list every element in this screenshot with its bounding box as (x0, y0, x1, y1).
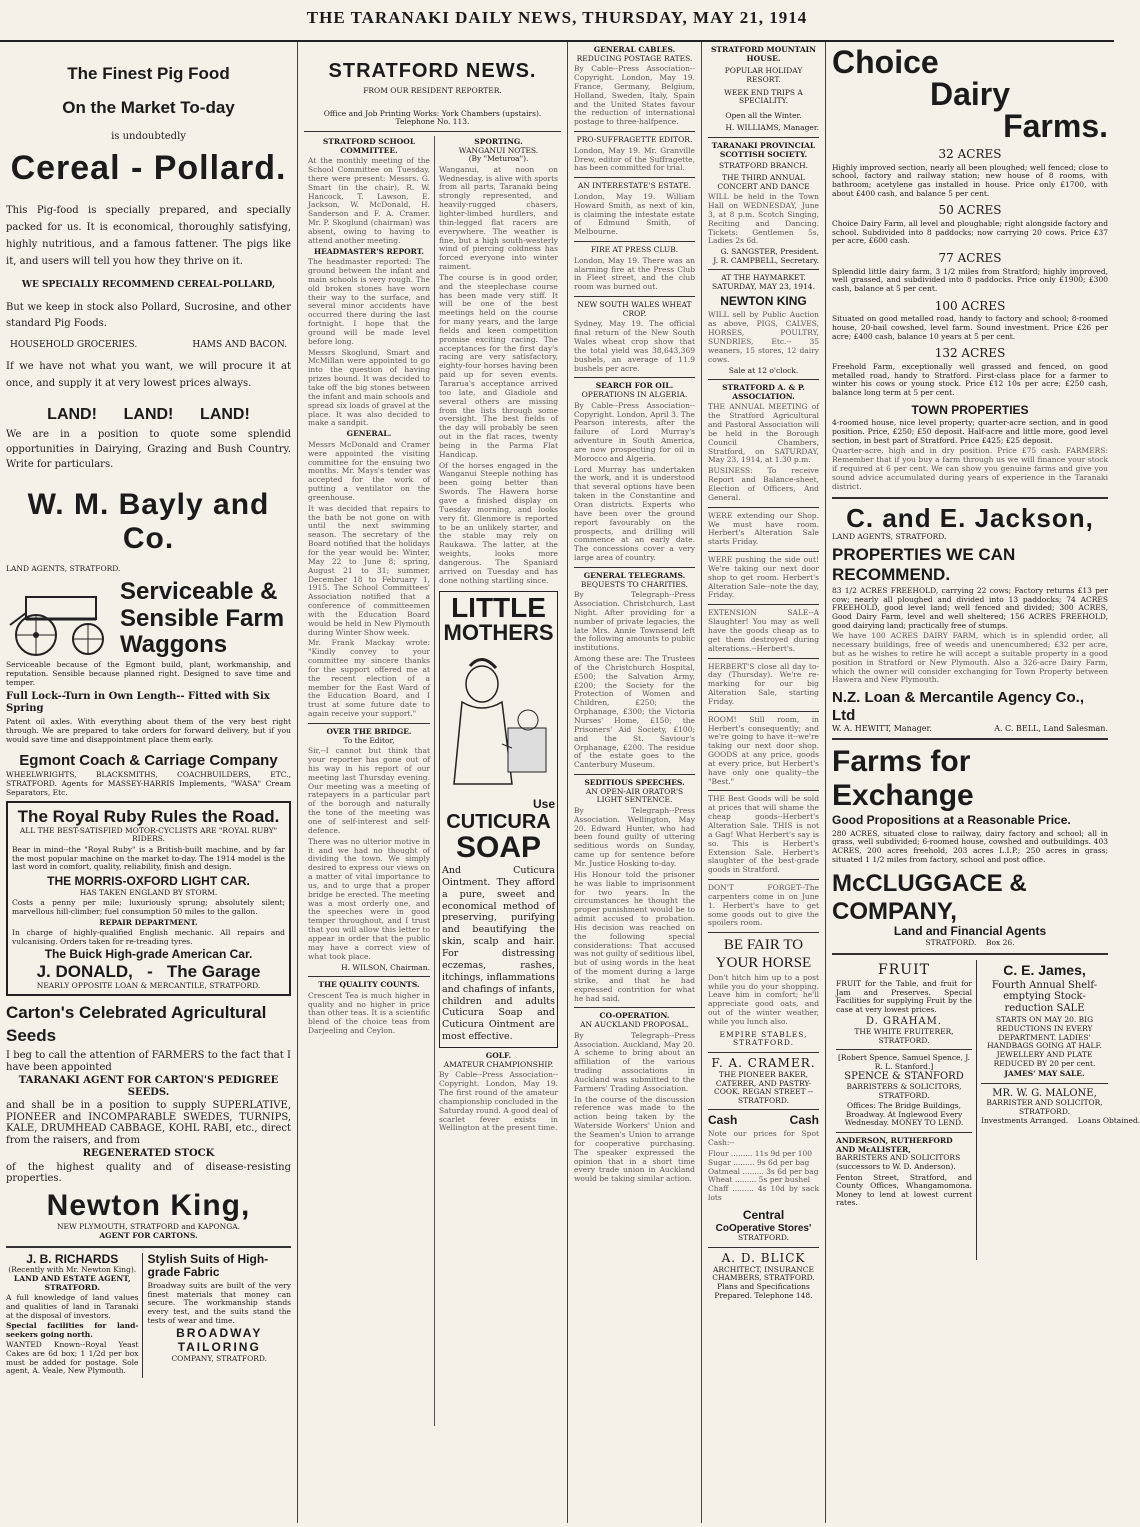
sporting-heading: SPORTING. (474, 136, 523, 146)
waggon-title: Serviceable & Sensible Farm Waggons (120, 578, 285, 659)
coop-heading: CO-OPERATION. (599, 1011, 670, 1021)
undoubtedly: is undoubtedly (111, 131, 186, 143)
oil-sub: OPERATIONS IN ALGERIA. (581, 390, 688, 400)
concert: THE THIRD ANNUAL CONCERT AND DANCE (717, 172, 810, 191)
newton-king-sale: NEWTON KING (720, 293, 807, 308)
newton-agent: AGENT FOR CARTONS. (99, 1230, 198, 1240)
acres-132: 132 ACRES (934, 346, 1006, 361)
regen-body: of the highest quality and of disease-resisting properties. (6, 1161, 291, 1185)
jackson-title: C. and E. Jackson, (846, 502, 1094, 533)
donald-sub: NEARLY OPPOSITE LOAN & MERCANTILE, STRATFORD. (36, 980, 261, 990)
land-heading: LAND! LAND! LAND! (47, 406, 250, 424)
richards-fac: Special facilities for land-seekers going north. (6, 1321, 139, 1339)
donald: J. DONALD, - The Garage (36, 962, 261, 982)
herbert-1: WERE extending our Shop. We must have room. Herbert's Alteration Sale starts Friday. (708, 510, 819, 547)
town-properties: TOWN PROPERTIES (911, 402, 1029, 417)
winter: Open all the Winter. (725, 110, 802, 120)
cables-heading: GENERAL CABLES. (593, 45, 676, 54)
waggon-body: Serviceable because of the Egmont build, plant, workmanship, and reputation. Sensible because planned right. Designed to save time and temper. (6, 660, 291, 687)
regenerated: REGENERATED STOCK (82, 1148, 215, 1160)
richards-body: A full knowledge of land values and qualities of land in Taranaki at the disposal of investors. (6, 1293, 139, 1320)
pig-title-2: On the Market To-day (62, 97, 235, 117)
newton-king: Newton King, (46, 1188, 251, 1222)
bridge-body: Sir,--I cannot but think that your reporter has gone out of his way in his report of our meeting last Thursday evening. Our meeting was a meeting of ratepayers in a particular part of the borough and naturally the tone of the meeting was one of self-interest and self-defence. (308, 746, 430, 835)
farms-title: Farms. (1003, 108, 1108, 144)
column-stratford-news: STRATFORD NEWS. FROM OUR RESIDENT REPORTER. Office and Job Printing Works: York Chambers (upstairs). Telephone No. 113. STRATFORD SCHOOL COMMITTEE. At the monthly meeting of the School Committee on Tuesday, there were present: Messrs. G. Smart (in the chair), R. W. Hancock, T. Lawson, E. Jackson, W. McDonald, H. Sanderson and F. A. Cramer. Mr. P. Skoglund (chairman) was absent, owing to having to attend another meeting. HEADMASTER'S REPORT. The headmaster reported: The ground between the infant and main schools is very rough. The old broken stones have worn their way to the surface, and several minor accidents have occurred there during the last fortnight. I hope that the ground will be made level before long. Messrs Skoglund, Smart and McMillan were appointed to go into the question of having prizes bound. It was decided to take off the big stones between the infant and main schools and spread six loads of gravel at the place. It was also decided to make a sandpit. GENERAL. Messrs McDonald and Cramer were appointed the visiting committee for the ensuing two months. Mr. Mays's tender was accepted for the work of putting a ventilator on the greenhouse. It was decided that repairs to the bath be not gone on with until the next swimming season. The secretary of the Board notified that the holidays for the year would be: Winter, May 22 to June 8; spring, August 21 to 31; summer, December 18 to February 1, 1915. The School Committees' Association notified that a conference of committeemen with the Education Board would be held in New Plymouth during Winter Show week. Mr. Frank Mackay wrote: "Kindly convey to your committee my sincere thanks for the support offered me at the recent election of a member for the East Ward of the Education Board, and I trust at some future date to again receive your support." OVER THE BRIDGE. To the Editor, Sir,--I cannot but think that your reporter has gone out of his way in his report of our meeting last Thursday evening. Our meeting was a meeting of ratepayers in a particular part of the borough and naturally the tone of the meeting was one of self-interest and self-defence. There was no ulterior motive in it and we had no thought of dividing the town. We simply desired to express our views on a matter of vital importance to us, and to urge that a proper bridge be erected. The meeting was a most orderly one, and the speeches were in good temper throughout, and I trust that you will allow this letter to appear in order that the public may have a correct view of what took place. H. WILSON, Chairman. THE QUALITY COUNTS. Crescent Tea is much higher in quality and no higher in price than other teas. It is a scientific blend of the choice teas from Darjeeling and Ceylon. SPORTING. WANGANUI NOTES. (By "Meturoa"). Wanganui, at noon on Wednesday, is alive with sports from all parts, Taranaki being strongly represented, and heavily-rugged chasers, lighter-limbed hurdlers, and thin-legged flat racers are everywhere. The weather is fine, but a high south-westerly wind of piercing coldness has forced everyone into winter raiment. The course is in good order, and the steeplechase course has been made very stiff. It will be one of the best meetings held on the course for many years, and the large fields and keen competition promise exciting racing. The acceptances for the first day's racing are very satisfactory, eighty-four horses having been paid up for seven events. Tararua's acceptance arrived too late, and Gladiole and several others are missing from the lists through some oversight. The best fields of the day will probably be seen out in the flat races, twenty being in the Parma Flat Handicap. Of the horses engaged in the Wanganui Steeple nothing has been going better than Swords. The Hawera horse gave a finished display on Tuesday morning, and looks very fit. Glenmore is reported to be an unlikely starter, and the stable may rely on Raukawa. The latter, at the weights, looks more dangerous. The Spaniard arrived on Tuesday and has done nothing startling since. LITTLE MOTHERS Use CUTICURA SOAP And Cuticura Ointment. They afford a pure, sweet and economical method of preserving, purifying and beautifying the skin, scalp and hair. For distressing eczemas, rashes, itchings, inflammations and chafings of infants, children and adults Cuticura Soap and Cuticura Ointment are most effective. GOLF. AMATEUR CHAMPIONSHIP. By Cable--Press Association--Copyright. London, May 19. The first round of the amateur championship concluded in the Saturday round. A good deal of scarlet fever exists in Wellington at the present time. (298, 42, 568, 1523)
malone: MR. W. G. MALONE, (992, 1087, 1097, 1099)
fair-body: Don't hitch him up to a post while you do your shopping. Leave him in comfort; he'll appreciate good oats, and out of the winter weather, while you lunch also. (708, 972, 819, 1027)
graham: D. GRAHAM. (865, 1016, 943, 1028)
williams: H. WILLIAMS, Manager. (725, 123, 819, 133)
school-body: At the monthly meeting of the School Committee on Tuesday, there were present: Messrs. G. Smart (in the chair), R. W. Hancock, T. Lawson, E. Jackson, W. McDonald, H. Sanderson and F. A. Cramer. Mr. P. Skoglund (chairman) was absent, owing to having to attend another meeting. (308, 156, 430, 245)
broadway-title: BROADWAY TAILORING (176, 1326, 263, 1355)
richards-title: J. B. RICHARDS (26, 1251, 119, 1266)
egmont-sub: WHEELWRIGHTS, BLACKSMITHS, COACHBUILDERS, ETC., STRATFORD. Agents for MASSEY-HARRIS Implements, "WASA" Cream Separators, Etc. (6, 770, 291, 797)
repair-body: In charge of highly-qualified English mechanic. All repairs and vulcanising. Orders taken for re-treading tyres. (12, 928, 285, 946)
acres-132-body: Freehold Farm, exceptionally well grassed and fenced, on good metalled road, handy to Stratford. First-class place for a farmer to winter his cows or young stock. Price £12 10s per acre; £250 cash, balance long term at 5 per cent. (832, 362, 1108, 397)
concert-body: WILL be held in the Town Hall on WEDNESDAY, June 3, at 8 p.m. Scotch Singing, Reciting and Dancing. Tickets: Gentlemen 5s, Ladies 2s 6d. (708, 192, 819, 246)
buick: The Buick High-grade American Car. (44, 947, 253, 962)
choice-title: Choice (832, 44, 939, 80)
royal-ruby-body: Bear in mind--the "Royal Ruby" is a British-built machine, and by far the most popular machine on the market to-day. The 1914 model is the last word in comfort, quality, reliability, finish and design. (12, 845, 285, 872)
herbert-2: WERE pushing the side out! We're taking our next door shop to get room. Herbert's Alteration Sale--note the day, Friday. (708, 555, 819, 600)
estate-heading: AN INTERESTATE'S ESTATE. (577, 181, 692, 191)
mountain-house: STRATFORD MOUNTAIN HOUSE. (710, 45, 816, 63)
school-heading: STRATFORD SCHOOL COMMITTEE. (322, 136, 416, 155)
james-body: Fourth Annual Shelf-emptying Stock-reduction SALE (991, 979, 1098, 1014)
james-sig: JAMES' MAY SALE. (1004, 1069, 1085, 1079)
ap-association: STRATFORD A. & P. ASSOCIATION. (722, 383, 805, 401)
estate-body: London, May 19. William Howard Smith, as next of kin, is claiming the intestate estate of Edmund Smith, of Melbourne. (574, 191, 695, 237)
wheat-heading: NEW SOUTH WALES WHEAT CROP. (577, 300, 692, 318)
anderson-sub: BARRISTERS AND SOLICITORS (successors to W. D. Anderson). (836, 1153, 961, 1171)
bayly-title: W. M. Bayly and Co. (27, 487, 270, 556)
oil-body: By Cable--Press Association--Copyright. London, April 3. The Pearson interests, after the failure of Lord Murray's adventure in South America, are now prospecting for oil in Morocco and Algeria. (574, 400, 695, 463)
malone-body: Investments Arranged. Loans Obtained. (981, 1115, 1140, 1125)
land-body: We are in a position to quote some splendid opportunities in Dairying, Grazing and Bush Country. Write for particulars. (6, 428, 291, 470)
office: Office and Job Printing Works: York Chambers (upstairs). (323, 108, 542, 118)
fruit-title: FRUIT (878, 961, 930, 978)
broadway-sub: COMPANY, STRATFORD. (171, 1353, 268, 1363)
little-mothers-2: MOTHERS (443, 620, 554, 646)
empire-stables: EMPIRE STABLES, STRATFORD. (719, 1029, 808, 1048)
herbert-5: DON'T FORGET--The carpenters come in on June 1. Herbert's have to get some goods out to give the spoilers room. (708, 883, 819, 928)
oil-heading: SEARCH FOR OIL. (595, 381, 674, 391)
malone-sub: BARRISTER AND SOLICITOR, STRATFORD. (986, 1098, 1103, 1116)
telegrams-body: By Telegraph--Press Association. Christchurch, Last Night. After providing for a number of private legacies, the late Mrs. Annie Townsend left the following amounts to public institutions. (574, 590, 695, 653)
acres-32: 32 ACRES (938, 147, 1002, 161)
golf-heading: GOLF. (485, 1051, 512, 1061)
haymarket: AT THE HAYMARKET. (721, 273, 806, 283)
carton-agent: TARANAKI AGENT FOR CARTON'S PEDIGREE SEEDS. (18, 1075, 279, 1098)
coop-stratford: STRATFORD. (738, 1233, 789, 1243)
graham-sub: THE WHITE FRUITERER, STRATFORD. (854, 1026, 954, 1045)
fire-body: London, May 19. There was an alarming fire at the Press Club in Fleet street, and the club room was burned out. (574, 255, 695, 292)
acres-100-body: Situated on good metalled road, handy to factory and school; 8-roomed house, 20-bail cowshed, level farm. Sound investment. Price £26 per acre; £400 cash, balance 10 years at 5 per cent. (832, 314, 1108, 341)
spence-title: SPENCE & STANFORD (844, 1071, 964, 1083)
suits-title: Stylish Suits of High-grade Fabric (147, 1251, 269, 1280)
ap-body: THE ANNUAL MEETING of the Stratford Agricultural and Pastoral Association will be held in the Borough Council Chambers, Stratford, on SATURDAY, May 23, 1914, at 1.30 p.m. (708, 402, 819, 465)
general-body: Messrs McDonald and Cramer were appointed the visiting committee for the ensuing two months. Mr. Mays's tender was accepted for the work of putting a ventilator on the greenhouse. (308, 439, 430, 502)
column-land-agents: Choice Dairy Farms. 32 ACRES Highly improved section, nearly all been ploughed; well fenced; close to school, factory and railway station; new house of 8 rooms, with bathroom; acetylene gas installed in house. Price only £1700, with about £400 cash, and balance 5 per cent. 50 ACRES Choice Dairy Farm, all level and ploughable; right alongside factory and school. Subdivided into 8 paddocks; now carrying 20 cows. Price £37 per acre, £600 cash. 77 ACRES Splendid little dairy farm, 3 1/2 miles from Stratford; highly improved, well grassed, and subdivided into 8 paddocks. Price only £1900; £300 cash, balance at 5 per cent. 100 ACRES Situated on good metalled road, handy to factory and school; 8-roomed house, 20-bail cowshed, level farm. Sound investment. Price £26 per acre; £400 cash, balance 10 years at 5 per cent. 132 ACRES Freehold Farm, exceptionally well grassed and fenced, on good metalled road, handy to Stratford. First-class place for a farmer to winter his cows or young stock. Price £12 10s per acre; £250 cash, balance long term at 5 per cent. TOWN PROPERTIES 4-roomed house, nice level property; quarter-acre section, and in good position. Price, £250; £50 deposit. Half-acre and little more, good level section, in best part of Stratford. Price £425; £25 deposit. Quarter-acre, high and in dry position. Price £75 cash. FARMERS: Remember that if you buy a farm through us we will finance your stock if required at 6 per cent. We can show you genuine farms and give you sound advice accumulated during years of experience in the Taranaki district. C. and E. Jackson, LAND AGENTS, STRATFORD. PROPERTIES WE CAN RECOMMEND. 83 1/2 ACRES FREEHOLD, carrying 22 cows; Factory returns £13 per cow; nearly all ploughed and divided into 13 paddocks; 74 ACRES FREEHOLD, good level land; well fenced and divided; 300 ACRES, Good Dairy Farm, level and well sheltered; 156 ACRES FREEHOLD, good dairying land; practically free of stumps. We have 100 ACRES DAIRY FARM, which is in splendid order, all necessary buildings, free of weeds and unencumbered; £32 per acre, but as he wishes to retire he will accept a suitable property in a good position in Stratford or New Plymouth. Also a 326-acre Dairy Farm, which the owner will consider exchanging for Town Property between Hawera and New Plymouth. N.Z. Loan & Mercantile Agency Co., Ltd W. A. HEWITT, Manager. A. C. BELL, Land Salesman. Farms for Exchange Good Propositions at a Reasonable Price. 280 ACRES, situated close to railway, dairy factory and school; all in grass, well subdivided; 6-roomed house, cowshed and outbuildings. 403 ACRES, 200 acres freehold, 203 acres L.I.P.; 250 acres in grass; situated 1 1/2 miles from factory, school and post office. McCLUGGACE & COMPANY, Land and Financial Agents STRATFORD. Box 26. FRUIT FRUIT for the Table, and fruit for Jam and Preserves. Special Facilities for supplying Fruit by the case at very lowest prices. D. GRAHAM. THE WHITE FRUITERER, STRATFORD. [Robert Spence, Samuel Spence, J. R. L. Stanford.] SPENCE & STANFORD BARRISTERS & SOLICITORS, STRATFORD. Offices: The Bridge Buildings, Broadway. At Inglewood Every Wednesday. MONEY TO LEND. ANDERSON, RUTHERFORD AND McALISTER, BARRISTERS AND SOLICITORS (successors to W. D. Anderson). Fenton Street, Stratford, and County Offices, Whangamomona. Money to lend at lowest current rates. C. E. James, Fourth Annual Shelf-emptying Stock-reduction SALE STARTS ON MAY 20. BIG REDUCTIONS IN EVERY DEPARTMENT. LADIES' HANDBAGS GOING AT HALF. JEWELLERY AND PLATE REDUCED BY 20 per cent. JAMES' MAY SALE. MR. W. G. MALONE, BARRISTER AND SOLICITOR, STRATFORD. Investments Arranged. Loans Obtained. (826, 42, 1114, 1523)
egmont-title: Egmont Coach & Carriage Company (19, 752, 278, 770)
nk-body: WILL sell by Public Auction as above, PIGS, CALVES, HORSES, POULTRY, SUNDRIES, Etc.-- 35 weaners, 15 stores, 12 dairy cows. (708, 310, 819, 364)
bequests-heading: BEQUESTS TO CHARITIES. (580, 579, 689, 589)
morris-sub: HAS TAKEN ENGLAND BY STORM. (79, 887, 218, 897)
column-general-cables: GENERAL CABLES. REDUCING POSTAGE RATES. By Cable--Press Association--Copyright. London, May 19. France, Germany, Belgium, Holland, Sweden, Italy, Spain and the United States favour the reduction of international postage to three-halfpence. PRO-SUFFRAGETTE EDITOR. London, May 19. Mr. Granville Drew, editor of the Suffragette, has been committed for trial. AN INTERESTATE'S ESTATE. London, May 19. William Howard Smith, as next of kin, is claiming the intestate estate of Edmund Smith, of Melbourne. FIRE AT PRESS CLUB. London, May 19. There was an alarming fire at the Press Club in Fleet street, and the club room was burned out. NEW SOUTH WALES WHEAT CROP. Sydney, May 19. The official final return of the New South Wales wheat crop show that the total yield was 38,643,369 bushels, an average of 11.9 bushels per acre. SEARCH FOR OIL. OPERATIONS IN ALGERIA. By Cable--Press Association--Copyright. London, April 3. The Pearson interests, after the failure of Lord Murray's adventure in South America, are now prospecting for oil in Morocco and Algeria. Lord Murray has undertaken the work, and it is understood that several options have been taken in the Constantine and Oran districts. Experts who have been over the ground report favourably on the prospects, and drilling will commence at an early date. The concessions cover a very large area of country. GENERAL TELEGRAMS. BEQUESTS TO CHARITIES. By Telegraph--Press Association. Christchurch, Last Night. After providing for a number of private legacies, the late Mrs. Annie Townsend left the following amounts to public institutions. Among these are: The Trustees of the Christchurch Hospital, £500; the Salvation Army, £200; the Society for the Protection of Women and Children, £250; the Orphanage, £300; the Victoria Nurses' Home, £150; the Prisoners' Aid Society, £100; and the St. Saviour's Orphanage, £200. The residue of the estate goes to the Canterbury Museum. SEDITIOUS SPEECHES. AN OPEN-AIR ORATOR'S LIGHT SENTENCE. By Telegraph--Press Association. Wellington, May 20. Edward Hunter, who had been found guilty of uttering seditious words on Sunday, came up for sentence before Mr. Justice Hosking to-day. His Honour told the prisoner he was liable to imprisonment for two years. In the circumstances he thought the proper punishment would be to admit accused to probation. His decision was reached on the following special considerations: That accused was not guilty of seditious libel, but of using words in the heat of the moment during a large strike, and that he had expressed contrition for what he had said. CO-OPERATION. AN AUCKLAND PROPOSAL. By Telegraph--Press Association. Auckland, May 20. A scheme to bring about an affiliation of the various trading associations in Auckland was submitted to the Farmers' Trading Association. In the course of the discussion reference was made to the action being taken by the Waterside Workers' Union and the Seamen's Union to arrange for cooperative purchasing. The speaker expressed the opinion that in a short time every trade union in Auckland would be taking similar action. (568, 42, 702, 1523)
bayly-sub: LAND AGENTS, STRATFORD. (6, 563, 121, 573)
procure: If we have not what you want, we will procure it at once, and supply it at very lowest prices always. (6, 361, 291, 390)
cereal-pollard: Cereal - Pollard. (10, 148, 287, 187)
masthead: THE TARANAKI DAILY NEWS, THURSDAY, MAY 21, 1914 (0, 0, 1114, 42)
suits-body: Broadway suits are built of the very finest materials that money can secure. The workmanship stands every test, and the suits stand the tests of wear and time. (147, 1281, 291, 1325)
acres-77: 77 ACRES (938, 250, 1002, 265)
pro-body: London, May 19. Mr. Granville Drew, editor of the Suffragette, has been committed for trial. (574, 145, 695, 173)
carton-body: I beg to call the attention of FARMERS to the fact that I have been appointed (6, 1050, 291, 1073)
exchange-title: Farms for Exchange (832, 744, 974, 813)
town-body: 4-roomed house, nice level property; quarter-acre section, and in good position. Price, £250; £50 deposit. Half-acre and little more, good level section, in best part of Stratford. Price £425; £25 deposit. (832, 418, 1108, 445)
herbert-3: EXTENSION SALE--A Slaughter! You may as well have the goods cheap as to get them destroyed during alterations.--Herbert's. (708, 608, 819, 653)
postage-heading: REDUCING POSTAGE RATES. (576, 53, 693, 63)
sedition-body: By Telegraph--Press Association. Wellington, May 20. Edward Hunter, who had been found guilty of uttering seditious words on Sunday, came up for sentence before Mr. Justice Hosking to-day. (574, 805, 695, 868)
blick: A. D. BLICK (721, 1250, 806, 1265)
anderson-body: Fenton Street, Stratford, and County Offices, Whangamomona. Money to lend at lowest current rates. (836, 1172, 972, 1208)
sedition-heading: SEDITIOUS SPEECHES. (584, 778, 685, 788)
bridge-to: To the Editor, (343, 735, 395, 745)
by-meturoa: (By "Meturoa"). (468, 154, 529, 164)
wanganui-notes: WANGANUI NOTES. (458, 145, 539, 155)
campbell: J. R. CAMPBELL, Secretary. (713, 255, 819, 265)
acres-100: 100 ACRES (934, 298, 1006, 313)
mccluggage-box: STRATFORD. Box 26. (925, 938, 1015, 948)
cramer: F. A. CRAMER. (711, 1056, 816, 1071)
cash-right: Cash (789, 1113, 819, 1128)
cramer-sub: THE PIONEER BAKER, CATERER, AND PASTRY-COOK. REGAN STREET -- STRATFORD. (713, 1069, 814, 1105)
jackson-sub: LAND AGENTS, STRATFORD. (832, 532, 947, 542)
sport-body: Wanganui, at noon on Wednesday, is alive with sports from all parts, Taranaki being strongly represented, and heavily-rugged chasers, lighter-limbed hurdlers, and thin-legged flat racers are everywhere. The weather is fine, but a high south-westerly wind of piercing coldness has forced everyone into winter raiment. (439, 164, 558, 272)
column-advertisements-left (0, 42, 298, 1523)
newton-sub: NEW PLYMOUTH, STRATFORD and KAPONGA. (56, 1222, 241, 1232)
mccluggage-sub: Land and Financial Agents (893, 924, 1047, 939)
exchange-body: 280 ACRES, situated close to railway, dairy factory and school; all in grass, well subdivided; 6-roomed house, cowshed and outbuildings. 403 ACRES, 200 acres freehold, 203 acres L.I.P.; 250 acres in grass; situated 1 1/2 miles from factory, school and post office. (832, 828, 1108, 864)
cash-left: Cash (708, 1113, 738, 1128)
mccluggage-title: McCLUGGACE & COMPANY, (832, 870, 1027, 925)
full-lock: Full Lock--Turn in Own Length-- Fitted with Six Spring (6, 691, 270, 714)
james-body2: STARTS ON MAY 20. BIG REDUCTIONS IN EVERY DEPARTMENT. LADIES' HANDBAGS GOING AT HALF. JEWELLERY AND PLATE REDUCED BY 20 per cent. (987, 1015, 1102, 1068)
scottish: TARANAKI PROVINCIAL SCOTTISH SOCIETY. (711, 141, 816, 159)
acres-32-body: Highly improved section, nearly all been ploughed; well fenced; close to school, factory and railway station; new house of 8 rooms, with bathroom; acetylene gas installed in house. Price only £1700, with about £400 cash, and balance 5 per cent. (832, 162, 1108, 198)
richards-sub: (Recently with Mr. Newton King). (8, 1265, 137, 1275)
telegrams-heading: GENERAL TELEGRAMS. (583, 570, 686, 580)
recommend-title: PROPERTIES WE CAN RECOMMEND. (832, 545, 1016, 584)
pig-body: This Pig-food is specially prepared, and specially packed for us. It is economical, thoroughly satisfying, highly nutritious, and a famous fattener. The pigs like it, and users will tell you how they thrive on it. (6, 204, 291, 267)
hams-bacon: HAMS AND BACON. (192, 340, 287, 351)
sangster: G. SANGSTER, President. (720, 247, 819, 257)
repair-title: REPAIR DEPARTMENT. (99, 917, 198, 927)
cuticura-title: CUTICURA (446, 810, 551, 833)
carton-title: Carton's Celebrated Agricultural Seeds (6, 1003, 267, 1046)
be-fair: BE FAIR TO YOUR HORSE (715, 937, 812, 971)
good-propositions: Good Propositions at a Reasonable Price. (832, 812, 1071, 827)
sedition-sub: AN OPEN-AIR ORATOR'S LIGHT SENTENCE. (585, 786, 684, 805)
coop-body: By Telegraph--Press Association. Auckland, May 20. A scheme to bring about an affiliation of the various trading associations in Auckland was submitted to the Farmers' Trading Association. (574, 1030, 695, 1093)
stratford-news-sub: FROM OUR RESIDENT REPORTER. (363, 86, 502, 95)
coop-stores: CoOperative Stores' (715, 1222, 812, 1234)
central: Central (742, 1207, 785, 1222)
loan-title: N.Z. Loan & Mercantile Agency Co., Ltd (832, 689, 1084, 724)
acres-50: 50 ACRES (938, 203, 1002, 218)
morris-body: Costs a penny per mile; luxuriously sprung; absolutely silent; marvellous hill-climber; fuel consumption 50 miles to the gallon. (12, 898, 285, 916)
dairy-title: Dairy (929, 76, 1011, 112)
wheat-body: Sydney, May 19. The official final return of the New South Wales wheat crop show that the total yield was 38,643,369 bushels, an average of 11.9 bushels per acre. (574, 319, 695, 373)
golf-sub: AMATEUR CHAMPIONSHIP. (443, 1059, 554, 1069)
pro-heading: PRO-SUFFRAGETTE EDITOR. (576, 135, 693, 145)
acres-50-body: Choice Dairy Farm, all level and ploughable; right alongside factory and school. Subdivided into 8 paddocks; now carrying 20 cows. Price £37 per acre, £600 cash. (832, 219, 1108, 246)
herbert-4: HERBERT'S close all day to-day (Thursday). We're re-marking for our big Alteration Sale, starting Friday. (708, 661, 819, 706)
recommend: WE SPECIALLY RECOMMEND CEREAL-POLLARD, (21, 279, 276, 290)
wanted: WANTED Known--Royal Yeast Cakes are 6d box; 1 1/2d per box must be added for postage. Sole agent, A. Veale, New Plymouth. (6, 1340, 139, 1376)
cash-body: Note our prices for Spot Cash:-- (708, 1129, 819, 1148)
mother-child-illustration (442, 644, 557, 794)
soap-title: SOAP (455, 830, 542, 864)
headmaster-heading: HEADMASTER'S REPORT. (314, 246, 424, 256)
little-mothers-1: LITTLE (451, 592, 546, 624)
sale-time: Sale at 12 o'clock. (728, 365, 799, 375)
coop-sub: AN AUCKLAND PROPOSAL. (580, 1020, 689, 1030)
anderson: ANDERSON, RUTHERFORD AND McALISTER, (836, 1136, 953, 1154)
branch: STRATFORD BRANCH. (719, 161, 808, 171)
pig-title-1: The Finest Pig Food (67, 64, 230, 83)
weekend: WEEK END TRIPS A SPECIALITY. (724, 87, 803, 106)
carton-body2: and shall be in a position to supply SUPERLATIVE, PIONEER and INCOMPARABLE SWEDES, TURNIPS, KALE, DRUMHEAD CABBAGE, KOHL RABI, etc., direct from the raisers, and from (6, 1100, 291, 1146)
use-label: Use (532, 797, 555, 812)
stratford-news-title: STRATFORD NEWS. (328, 60, 537, 82)
royal-ruby-sub: ALL THE BEST-SATISFIED MOTOR-CYCLISTS ARE "ROYAL RUBY" RIDERS. (19, 825, 278, 844)
royal-ruby-title: The Royal Ruby Rules the Road. (17, 807, 280, 827)
hewitt: W. A. HEWITT, Manager. (832, 723, 932, 733)
quality-heading: THE QUALITY COUNTS. (318, 980, 420, 990)
acres-77-body: Splendid little dairy farm, 3 1/2 miles from Stratford; highly improved, well grassed, and subdivided into 8 paddocks. Price only £1900; £300 cash, balance at 5 per cent. (832, 266, 1108, 294)
waggon-illustration (6, 579, 116, 659)
bridge-heading: OVER THE BRIDGE. (326, 727, 412, 736)
postage-body: By Cable--Press Association--Copyright. London, May 19. France, Germany, Belgium, Holland, Sweden, Italy, Spain and the United States favour the reduction of international postage to three-halfpence. (574, 64, 695, 127)
fruit-body: FRUIT for the Table, and fruit for Jam and Preserves. Special Facilities for supplying Fruit by the case at very lowest prices. (836, 978, 972, 1014)
blick-sub: ARCHITECT, INSURANCE CHAMBERS, STRATFORD. (712, 1264, 815, 1283)
recommend-body: 83 1/2 ACRES FREEHOLD, carrying 22 cows; Factory returns £13 per cow; nearly all ploughed and divided into 13 paddocks; 74 ACRES FREEHOLD, good level land; well fenced and divided; 300 ACRES, Good Dairy Farm, level and well sheltered; 156 ACRES FREEHOLD, good dairying land; practically free of stumps. (832, 586, 1108, 630)
james-title: C. E. James, (1003, 961, 1086, 978)
golf-body: By Cable--Press Association--Copyright. London, May 19. The first round of the amateur championship concluded in the Saturday round. A good deal of scarlet fever exists in Wellington at the present time. (439, 1070, 558, 1133)
spence-sub: BARRISTERS & SOLICITORS, STRATFORD. (846, 1081, 962, 1100)
richards-land: LAND AND ESTATE AGENT, STRATFORD. (13, 1274, 131, 1292)
mountain-sub: POPULAR HOLIDAY RESORT. (724, 66, 803, 84)
saturday: SATURDAY, MAY 23, 1914. (712, 282, 815, 292)
ap-business: BUSINESS: To receive Report and Balance-sheet, Election of Officers, And General. (708, 466, 819, 502)
cuticura-body: And Cuticura Ointment. They afford a pure, sweet and economical method of preserving, purifying and beautifying the skin, scalp and hair. For distressing eczemas, rashes, itchings, inflammations and chafings of infants, children and adults Cuticura Soap and Cuticura Ointment are most effective. (442, 864, 555, 1043)
bridge-sig: H. WILSON, Chairman. (341, 962, 430, 972)
household-groceries: HOUSEHOLD GROCERIES. (10, 340, 138, 351)
stock: But we keep in stock also Pollard, Sucrosine, and other standard Pig Foods. (6, 302, 291, 330)
phone: Telephone No. 113. (395, 117, 470, 127)
fire-heading: FIRE AT PRESS CLUB. (590, 245, 679, 255)
blick-tel: Plans and Specifications Prepared. Telephone 148. (714, 1281, 813, 1300)
bell: A. C. BELL, Land Salesman. (994, 723, 1108, 733)
spence-names: [Robert Spence, Samuel Spence, J. R. L. Stanford.] (837, 1053, 971, 1071)
quality-body: Crescent Tea is much higher in quality and no higher in price than other teas. It is a scientific blend of the choice teas from Darjeeling and Ceylon. (308, 990, 430, 1036)
general-heading: GENERAL. (346, 429, 392, 439)
morris-title: THE MORRIS-OXFORD LIGHT CAR. (47, 873, 250, 888)
axles: Patent oil axles. With everything about them of the very best right through. We are prepared to take orders for forward delivery, but if you would save time and disappointment place them early. (6, 717, 291, 744)
spence-body: Offices: The Bridge Buildings, Broadway. At Inglewood Every Wednesday. MONEY TO LEND. (844, 1101, 964, 1128)
headmaster-body: The headmaster reported: The ground between the infant and main schools is very rough. The old broken stones have worn their way to the surface, and several minor accidents have occurred there during the last fortnight. I hope that the ground will be made level before long. (308, 257, 430, 346)
column-notices: STRATFORD MOUNTAIN HOUSE. POPULAR HOLIDAY RESORT. WEEK END TRIPS A SPECIALITY. Open all the Winter. H. WILLIAMS, Manager. TARANAKI PROVINCIAL SCOTTISH SOCIETY. STRATFORD BRANCH. THE THIRD ANNUAL CONCERT AND DANCE WILL be held in the Town Hall on WEDNESDAY, June 3, at 8 p.m. Scotch Singing, Reciting and Dancing. Tickets: Gentlemen 5s, Ladies 2s 6d. G. SANGSTER, President. J. R. CAMPBELL, Secretary. AT THE HAYMARKET. SATURDAY, MAY 23, 1914. NEWTON KING WILL sell by Public Auction as above, PIGS, CALVES, HORSES, POULTRY, SUNDRIES, Etc.-- 35 weaners, 15 stores, 12 dairy cows. Sale at 12 o'clock. STRATFORD A. & P. ASSOCIATION. THE ANNUAL MEETING of the Stratford Agricultural and Pastoral Association will be held in the Borough Council Chambers, Stratford, on SATURDAY, May 23, 1914, at 1.30 p.m. BUSINESS: To receive Report and Balance-sheet, Election of Officers, And General. WERE extending our Shop. We must have room. Herbert's Alteration Sale starts Friday. WERE pushing the side out! We're taking our next door shop to get room. Herbert's Alteration Sale--note the day, Friday. EXTENSION SALE--A Slaughter! You may as well have the goods cheap as to get them destroyed during alterations.--Herbert's. HERBERT'S close all day to-day (Thursday). We're re-marking for our big Alteration Sale, starting Friday. ROOM! Still room, in Herbert's consequently; and we're going to have it--we're taking our next door shop. GOODS at any price, goods at every price, but Herbert's have only one quality--the "Best." THE Best Goods will be sold at prices that will shame the cheap goods--Herbert's Alteration Sale. THIS is not a Gag! What Herbert's say is so. This is Herbert's Extension Sale. Herbert's slaughter of the best-grade goods in Stratford. DON'T FORGET--The carpenters come in on June 1. Herbert's have to get some goods out to give the spoilers room. BE FAIR TO YOUR HORSE Don't hitch him up to a post while you do your shopping. Leave him in comfort; he'll appreciate good oats, and out of the winter weather, while you lunch also. EMPIRE STABLES, STRATFORD. F. A. CRAMER. THE PIONEER BAKER, CATERER, AND PASTRY-COOK. REGAN STREET -- STRATFORD. Cash Cash Note our prices for Spot Cash:-- Flour ......... 11s 9d per 100 Sugar ......... 9s 6d per bag Oatmeal ......... 3s 6d per bag Wheat ......... 5s per bushel Chaff ......... 4s 10d by sack lots Central CoOperative Stores' STRATFORD. A. D. BLICK ARCHITECT, INSURANCE CHAMBERS, STRATFORD. Plans and Specifications Prepared. Telephone 148. (702, 42, 826, 1523)
